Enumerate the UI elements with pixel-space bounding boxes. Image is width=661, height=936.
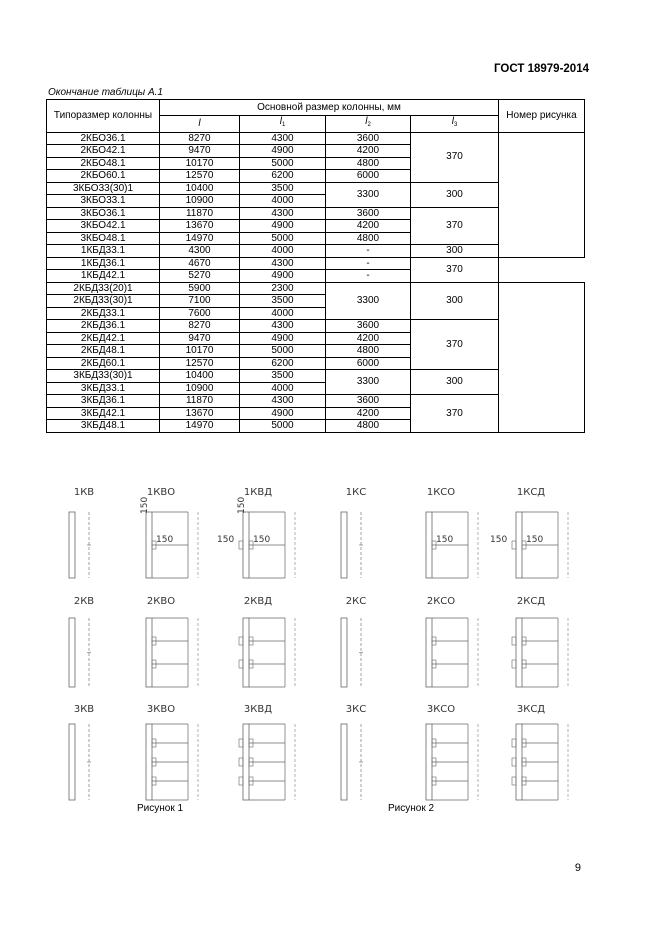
- dimension-label: 150: [436, 535, 454, 545]
- table-cell: 2КБД60.1: [47, 357, 160, 370]
- table-cell: 2КБД42.1: [47, 332, 160, 345]
- drawing-line: [426, 618, 432, 687]
- table-cell: 3КБД33(30)1: [47, 370, 160, 383]
- table-cell: 300: [411, 282, 499, 320]
- drawing-line: [516, 512, 522, 578]
- table-cell: 4000: [240, 195, 326, 208]
- drawing-line: [69, 618, 75, 687]
- dimension-label: 150: [253, 535, 271, 545]
- drawing-line: [243, 618, 249, 687]
- table-cell: 370: [411, 320, 499, 370]
- table-cell: 5000: [240, 345, 326, 358]
- document-standard-header: ГОСТ 18979-2014: [494, 63, 589, 75]
- table-cell: 3600: [326, 132, 411, 145]
- table-cell: -: [326, 257, 411, 270]
- figure-label: 3КВ: [73, 704, 95, 715]
- drawing-line: [146, 724, 152, 800]
- table-cell: 5000: [240, 232, 326, 245]
- table-cell: 1КБД36.1: [47, 257, 160, 270]
- table-cell: 12570: [160, 170, 240, 183]
- table-cell: 3600: [326, 207, 411, 220]
- drawing-line: [426, 512, 432, 578]
- table-cell: 6200: [240, 170, 326, 183]
- page-number: 9: [574, 862, 581, 874]
- table-cell: 3300: [326, 182, 411, 207]
- drawing-line: [341, 724, 347, 800]
- figure-label: 3КВД: [243, 704, 273, 715]
- drawing-line: [146, 512, 152, 578]
- table-cell: 13670: [160, 220, 240, 233]
- table-cell: 13670: [160, 407, 240, 420]
- table-cell: 3КБД48.1: [47, 420, 160, 433]
- table-cell: 4670: [160, 257, 240, 270]
- drawing-line: [69, 512, 75, 578]
- table-cell: 2КБД48.1: [47, 345, 160, 358]
- table-cell: 4000: [240, 307, 326, 320]
- dimension-label: 150: [140, 496, 150, 514]
- table-cell: -: [326, 245, 411, 258]
- drawing-line: [512, 777, 516, 785]
- figure-label: 1КСД: [516, 487, 546, 498]
- header-figure-number: Номер рисунка: [499, 100, 585, 133]
- drawing-line: [512, 739, 516, 747]
- drawing-line: [341, 512, 347, 578]
- table-cell: 7600: [160, 307, 240, 320]
- figure-label: 2КВО: [146, 596, 176, 607]
- table-cell: 2КБД33(30)1: [47, 295, 160, 308]
- dimension-label: 150: [490, 535, 508, 545]
- table-cell: 9470: [160, 145, 240, 158]
- table-cell: 4900: [240, 407, 326, 420]
- table-cell: 3500: [240, 295, 326, 308]
- table-cell: 4300: [240, 395, 326, 408]
- figure-label: 1КС: [345, 487, 367, 498]
- table-cell: 6200: [240, 357, 326, 370]
- table-cell: 5000: [240, 420, 326, 433]
- table-cell: 3600: [326, 320, 411, 333]
- table-cell: 4800: [326, 345, 411, 358]
- table-cell: 4300: [240, 132, 326, 145]
- table-cell: 3КБО36.1: [47, 207, 160, 220]
- table-cell: 3КБД42.1: [47, 407, 160, 420]
- figure-label: 2КС: [345, 596, 367, 607]
- table-cell: 3КБО33.1: [47, 195, 160, 208]
- drawing-line: [239, 739, 243, 747]
- header-main-size: Основной размер колонны, мм: [160, 100, 499, 116]
- table-cell: 1КБД42.1: [47, 270, 160, 283]
- table-cell: 12570: [160, 357, 240, 370]
- table-cell: 4300: [240, 320, 326, 333]
- table-cell: 3КБД33.1: [47, 382, 160, 395]
- table-cell: 3600: [326, 395, 411, 408]
- figure-label: 2КСД: [516, 596, 546, 607]
- table-cell: 370: [411, 257, 499, 282]
- table-cell: 11870: [160, 395, 240, 408]
- table-cell: 10400: [160, 370, 240, 383]
- table-cell: 5270: [160, 270, 240, 283]
- figure-label: 1КСО: [426, 487, 456, 498]
- table-cell: -: [326, 270, 411, 283]
- table-cell: 2КБД33.1: [47, 307, 160, 320]
- drawing-line: [512, 758, 516, 766]
- table-cell: 10400: [160, 182, 240, 195]
- dimension-label: 150: [217, 535, 235, 545]
- drawing-line: [516, 724, 522, 800]
- table-cell: 10170: [160, 157, 240, 170]
- table-cell: 300: [411, 370, 499, 395]
- table-cell: 3КБД36.1: [47, 395, 160, 408]
- table-cell: 3КБО33(30)1: [47, 182, 160, 195]
- drawing-line: [512, 637, 516, 645]
- table-cell: 2300: [240, 282, 326, 295]
- table-cell: 10900: [160, 195, 240, 208]
- drawing-line: [341, 618, 347, 687]
- drawing-line: [69, 724, 75, 800]
- header-l3: $l_3$: [411, 116, 499, 133]
- header-l2: $l_2$: [326, 116, 411, 133]
- dimension-label: 150: [526, 535, 544, 545]
- table-cell: 4900: [240, 332, 326, 345]
- table-cell: 6000: [326, 357, 411, 370]
- header-type: Типоразмер колонны: [47, 100, 160, 133]
- table-cell: 4900: [240, 220, 326, 233]
- table-cell: 2КБО48.1: [47, 157, 160, 170]
- figure-label: 2КВД: [243, 596, 273, 607]
- table-cell: 3500: [240, 182, 326, 195]
- table-cell: 5900: [160, 282, 240, 295]
- drawing-line: [239, 777, 243, 785]
- table-cell: 4200: [326, 145, 411, 158]
- table-cell: 3300: [326, 370, 411, 395]
- table-cell: 11870: [160, 207, 240, 220]
- table-cell: 2КБО42.1: [47, 145, 160, 158]
- drawing-line: [512, 660, 516, 668]
- figure-label: 1КВО: [146, 487, 176, 498]
- figure-1-caption: Рисунок 1: [137, 803, 184, 814]
- table-cell: 6000: [326, 170, 411, 183]
- drawing-line: [516, 618, 522, 687]
- figure-label: 3КСО: [426, 704, 456, 715]
- table-cell: 7100: [160, 295, 240, 308]
- header-l: l: [160, 116, 240, 133]
- drawing-line: [146, 618, 152, 687]
- table-cell: 3КБО48.1: [47, 232, 160, 245]
- table-cell: 300: [411, 182, 499, 207]
- figure-2-caption: Рисунок 2: [388, 803, 435, 814]
- table-cell: 5000: [240, 157, 326, 170]
- table-cell: 8270: [160, 132, 240, 145]
- table-cell: 4200: [326, 220, 411, 233]
- drawing-line: [239, 758, 243, 766]
- table-cell: 14970: [160, 420, 240, 433]
- table-cell: 4200: [326, 407, 411, 420]
- table-cell: 4800: [326, 420, 411, 433]
- table-cell: 370: [411, 207, 499, 245]
- table-cell: 4000: [240, 382, 326, 395]
- table-cell: 4300: [240, 207, 326, 220]
- drawing-line: [239, 637, 243, 645]
- table-cell: 3300: [326, 282, 411, 320]
- figure-label: 2КВ: [73, 596, 95, 607]
- table-cell: 14970: [160, 232, 240, 245]
- table-cell: 4800: [326, 232, 411, 245]
- header-l1: $l_1$: [240, 116, 326, 133]
- table-cell: 2КБД33(20)1: [47, 282, 160, 295]
- table-cell: 3500: [240, 370, 326, 383]
- figure-label: 3КС: [345, 704, 367, 715]
- drawing-line: [243, 724, 249, 800]
- table-cell: 4300: [160, 245, 240, 258]
- table-cell: 8270: [160, 320, 240, 333]
- table-cell: 10170: [160, 345, 240, 358]
- table-cell: 2КБО60.1: [47, 170, 160, 183]
- dimension-label: 150: [156, 535, 174, 545]
- table-cell: 4000: [240, 245, 326, 258]
- drawing-line: [239, 660, 243, 668]
- figure-label: 3КВО: [146, 704, 176, 715]
- table-cell: 2КБД36.1: [47, 320, 160, 333]
- figure-label: 3КСД: [516, 704, 546, 715]
- table-caption: Окончание таблицы А.1: [48, 87, 163, 98]
- table-cell: 10900: [160, 382, 240, 395]
- drawing-line: [239, 541, 243, 549]
- table-cell: 370: [411, 132, 499, 182]
- table-cell: 1КБД33.1: [47, 245, 160, 258]
- table-cell: 4200: [326, 332, 411, 345]
- drawing-line: [512, 541, 516, 549]
- table-cell: 4300: [240, 257, 326, 270]
- table-cell: 300: [411, 245, 499, 258]
- table-cell: 3КБО42.1: [47, 220, 160, 233]
- figure-label: 2КСО: [426, 596, 456, 607]
- figure-label: 1КВ: [73, 487, 95, 498]
- table-cell: 4900: [240, 270, 326, 283]
- table-cell: 4800: [326, 157, 411, 170]
- dimension-label: 150: [237, 496, 247, 514]
- table-cell: 2КБО36.1: [47, 132, 160, 145]
- drawing-line: [243, 512, 249, 578]
- table-cell: 370: [411, 395, 499, 433]
- table-cell: 4900: [240, 145, 326, 158]
- drawing-line: [426, 724, 432, 800]
- table-cell: 9470: [160, 332, 240, 345]
- figure-label: 1КВД: [243, 487, 273, 498]
